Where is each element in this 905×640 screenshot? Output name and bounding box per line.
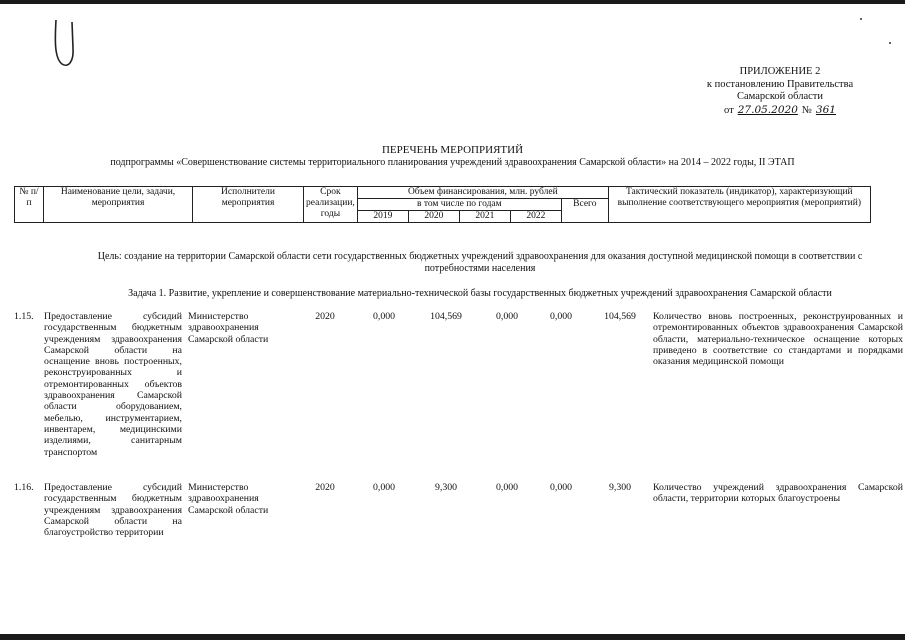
header-year: 2020	[408, 211, 459, 223]
appendix-title: ПРИЛОЖЕНИЕ 2	[739, 66, 821, 77]
row-number: 1.16.	[14, 482, 34, 493]
row-executor: Министерство здравоохранения Самарской области	[188, 311, 269, 345]
handwritten-mark-icon	[50, 18, 80, 68]
header-year: 2021	[459, 211, 510, 223]
row-name: Предоставление субсидий государственным бюджетным учреждениям здравоохранения Самарской области на оснащение вновь построенных, реконструированных и отремонтированных объектов здравоохранения Самарской области оборудованием, мебелью, инструментарием, инвентарем, медицинскими изделиями, санитарным транспортом	[44, 311, 182, 458]
date-prefix: от	[724, 104, 734, 116]
header-num: № п/п	[15, 187, 44, 223]
row-total: 104,569	[604, 311, 636, 322]
goal-label: Цель:	[97, 251, 122, 262]
appendix-date-line	[690, 104, 870, 118]
appendix-ref: к постановлению Правительства	[706, 78, 854, 90]
document-subtitle: подпрограммы «Совершенствование системы территориального планирования учреждений здравоохранения Самарской области» на 2014 – 2022 годы, II ЭТАП	[110, 157, 795, 168]
goal-text	[90, 251, 870, 275]
row-indicator: Количество учреждений здравоохранения Самарской области, территории которых благоустроены	[653, 482, 903, 505]
scan-speck	[860, 18, 862, 20]
task-body: 1. Развитие, укрепление и совершенствование материально-технической базы государственных бюджетных учреждений здравоохранения Самарской области	[158, 288, 832, 299]
row-year: 2020	[315, 311, 335, 322]
row-2021: 0,000	[495, 482, 519, 493]
task-label: Задача	[128, 288, 157, 299]
header-term: Срок реализации, годы	[304, 187, 358, 223]
header-year: 2019	[357, 211, 408, 223]
header-funding: Объем финансирования, млн. рублей	[357, 187, 608, 199]
row-2020: 9,300	[434, 482, 458, 493]
header-by-years: в том числе по годам	[357, 199, 561, 211]
row-2022: 0,000	[549, 311, 573, 322]
appendix-block	[690, 66, 870, 117]
handwritten-number: 361	[815, 103, 836, 116]
row-2022: 0,000	[549, 482, 573, 493]
table-header	[14, 186, 871, 223]
appendix-region: Самарской области	[737, 91, 823, 102]
row-year: 2020	[315, 482, 335, 493]
scan-bottom-border	[0, 634, 905, 640]
header-executor: Исполнители мероприятия	[193, 187, 304, 223]
header-indicator: Тактический показатель (индикатор), характеризующий выполнение соответствующего мероприятия (мероприятий)	[608, 187, 870, 223]
document-title: ПЕРЕЧЕНЬ МЕРОПРИЯТИЙ	[381, 144, 524, 156]
row-2020: 104,569	[430, 311, 462, 322]
number-prefix: №	[801, 104, 812, 116]
header-name: Наименование цели, задачи, мероприятия	[44, 187, 193, 223]
row-total: 9,300	[608, 482, 632, 493]
goal-body: создание на территории Самарской области сети государственных бюджетных учреждений здравоохранения для оказания доступной медицинской помощи в соответствии с потребностями населения	[124, 251, 863, 274]
header-year: 2022	[510, 211, 561, 223]
row-name: Предоставление субсидий государственным бюджетным учреждениям здравоохранения Самарской области на благоустройство территории	[44, 482, 182, 539]
handwritten-date: 27.05.2020	[737, 103, 798, 116]
row-executor: Министерство здравоохранения Самарской области	[188, 482, 269, 516]
header-total: Всего	[561, 199, 608, 223]
task-text	[90, 288, 870, 299]
scan-top-border	[0, 0, 905, 4]
row-2019: 0,000	[372, 482, 396, 493]
row-2021: 0,000	[495, 311, 519, 322]
row-number: 1.15.	[14, 311, 34, 322]
row-indicator: Количество вновь построенных, реконструированных и отремонтированных объектов здравоохранения Самарской области, материально-техническое оснащение которых приведено в соответствие со стандартами и порядками оказания медицинской помощи	[653, 311, 903, 368]
scan-speck	[889, 42, 891, 44]
row-2019: 0,000	[372, 311, 396, 322]
